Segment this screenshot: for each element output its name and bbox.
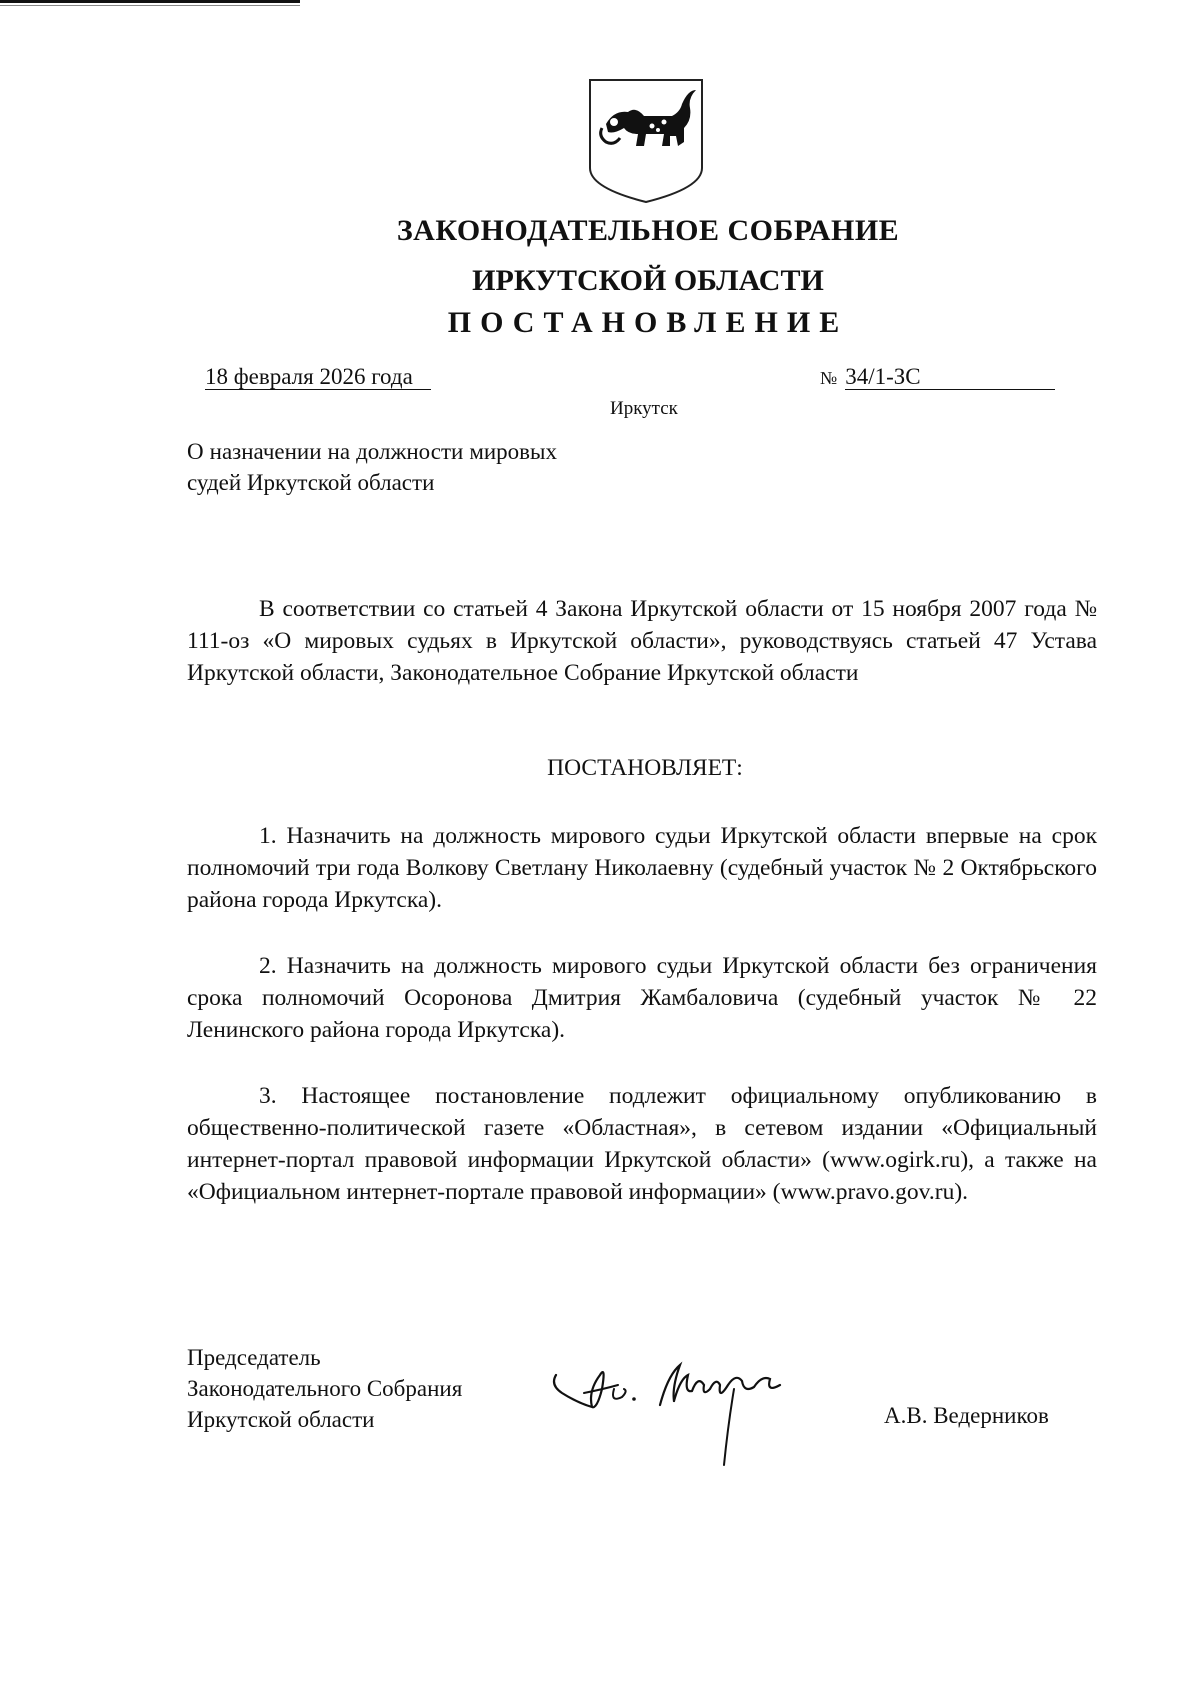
org-title-line1: ЗАКОНОДАТЕЛЬНОЕ СОБРАНИЕ <box>396 214 900 247</box>
doc-number-value: 34/1-ЗС <box>845 364 1055 390</box>
signatory-title-line2: Законодательного Собрания <box>187 1376 463 1401</box>
item-paragraph-3: 3. Настоящее постановление подлежит официальному опубликованию в общественно-политической газете «Областная», в сетевом издании «Официальный интернет-портал правовой информации Иркутской области» (www.ogirk.ru), а также на «Официальном интернет-портале правовой информации» (www.pravo.gov.ru). <box>187 1083 1097 1205</box>
item-paragraph-2: 2. Назначить на должность мирового судьи Иркутской области без ограничения срока полномочий Осоронова Дмитрия Жамбаловича (судебный участок № 22 Ленинского района города Иркутска). <box>187 953 1097 1043</box>
irkutsk-coat-of-arms-icon <box>584 76 708 206</box>
doc-city: Иркутск <box>610 398 678 419</box>
handwritten-signature <box>548 1345 848 1475</box>
signatory-title-line3: Иркутской области <box>187 1407 375 1432</box>
signatory-name: А.В. Ведерников <box>884 1403 1049 1428</box>
top-rule-thin <box>0 5 300 6</box>
preamble-paragraph: В соответствии со статьей 4 Закона Иркутской области от 15 ноября 2007 года № 111-оз «О мировых судьях в Иркутской области», руководствуясь статьей 47 Устава Иркутской области, Законодательное Собрание Иркутской области <box>187 596 1097 686</box>
signatory-title <box>187 1342 462 1435</box>
top-rule <box>0 0 300 3</box>
doc-subject: О назначении на должности мировых судей Иркутской области <box>187 439 557 495</box>
signatory-title-line1: Председатель <box>187 1345 321 1370</box>
resolves-heading: ПОСТАНОВЛЯЕТ: <box>547 755 743 781</box>
org-title-line2: ИРКУТСКОЙ ОБЛАСТИ <box>472 264 824 297</box>
item-paragraph-1: 1. Назначить на должность мирового судьи Иркутской области впервые на срок полномочий три года Волкову Светлану Николаевну (судебный участок № 2 Октябрьского района города Иркутска). <box>187 823 1097 913</box>
doc-date-value: 18 февраля 2026 года <box>205 364 431 390</box>
number-sign: № <box>820 368 838 388</box>
doc-number <box>820 364 1055 390</box>
doc-date <box>205 364 431 390</box>
doc-type-title: ПОСТАНОВЛЕНИЕ <box>447 306 849 339</box>
